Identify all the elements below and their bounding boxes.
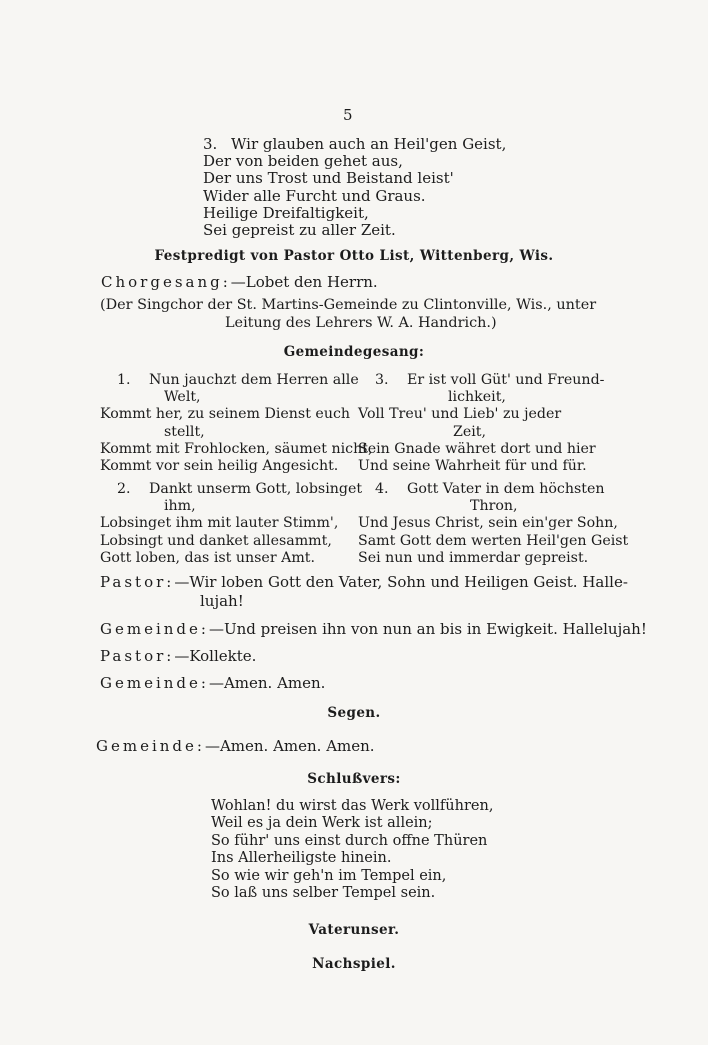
schlussvers-line: So führ' uns einst durch offne Thüren — [211, 832, 488, 849]
pastor-response-2 — [100, 647, 256, 665]
stanza-number: 1. — [117, 372, 131, 388]
stanza-line: Kommt vor sein heilig Angesicht. — [100, 458, 339, 475]
chorgesang-label: Chorgesang: — [101, 273, 231, 291]
schlussvers-line: So wie wir geh'n im Tempel ein, — [211, 867, 447, 884]
choir-note-line-1: (Der Singchor der St. Martins-Gemeinde zu Clintonville, Wis., unter — [100, 297, 597, 313]
schlussvers-heading: Schlußvers: — [307, 771, 401, 787]
gemeinde-response-2 — [100, 674, 325, 692]
schlussvers-line: Ins Allerheiligste hinein. — [211, 850, 392, 867]
stanza-line: Gott loben, das ist unser Amt. — [100, 549, 316, 566]
stanza-line: Zeit, — [453, 423, 487, 440]
pastor-response-1 — [100, 573, 628, 591]
pastor-label: Pastor: — [100, 573, 175, 591]
gemeinde-label: Gemeinde: — [96, 737, 205, 755]
stanza-number: 3. — [375, 372, 389, 388]
vaterunser-heading: Vaterunser. — [308, 922, 400, 938]
gemeinde-response-3 — [96, 737, 375, 755]
stanza-line: Er ist voll Güt' und Freund- — [407, 372, 605, 388]
stanza-line: Kommt mit Frohlocken, säumet nicht, — [100, 440, 373, 457]
hymn-stanza-4 — [358, 481, 628, 567]
hymn-stanza-1 — [100, 372, 372, 475]
stanza-line: Und seine Wahrheit für und für. — [358, 458, 587, 475]
stanza-line: Dankt unserm Gott, lobsinget — [149, 481, 363, 497]
stanza-line: Voll Treu' und Lieb' zu jeder — [358, 406, 562, 423]
gemeinde-text: —Amen. Amen. Amen. — [204, 737, 375, 755]
hymn-stanza-2 — [100, 481, 362, 567]
stanza-line: Samt Gott dem werten Heil'gen Geist — [358, 532, 629, 549]
verse-line: Der von beiden gehet aus, — [203, 152, 403, 171]
pastor-response-1-cont: lujah! — [200, 592, 244, 610]
page-number: 5 — [343, 106, 353, 124]
stanza-line: lichkeit, — [448, 389, 506, 406]
chorgesang-line — [101, 273, 378, 291]
sermon-heading: Festpredigt von Pastor Otto List, Wittenberg, Wis. — [154, 248, 554, 264]
stanza-line: Kommt her, zu seinem Dienst euch — [100, 406, 351, 423]
stanza-line: Thron, — [470, 498, 518, 515]
stanza-number: 2. — [117, 481, 131, 497]
verse-line: Sei gepreist zu aller Zeit. — [203, 221, 396, 240]
stanza-line: Sei nun und immerdar gepreist. — [358, 549, 589, 566]
gemeinde-text: —Amen. Amen. — [208, 674, 326, 692]
stanza-line: Gott Vater in dem höchsten — [407, 481, 605, 497]
chorgesang-text: —Lobet den Herrn. — [230, 273, 378, 291]
schlussvers-line: So laß uns selber Tempel sein. — [211, 885, 436, 902]
verse-line: Wir glauben auch an Heil'gen Geist, — [231, 135, 507, 153]
stanza-line: Und Jesus Christ, sein ein'ger Sohn, — [358, 515, 618, 532]
verse-number: 3. — [203, 135, 218, 153]
stanza-number: 4. — [375, 481, 389, 497]
schlussvers-line: Wohlan! du wirst das Werk vollführen, — [211, 798, 494, 814]
pastor-text: —Wir loben Gott den Vater, Sohn und Heiligen Geist. Halle- — [174, 573, 628, 591]
pastor-label: Pastor: — [100, 647, 175, 665]
verse-3 — [203, 136, 506, 239]
hymn-stanza-3 — [358, 372, 604, 475]
stanza-line: Welt, — [164, 389, 201, 406]
schlussvers — [211, 798, 493, 902]
verse-line: Heilige Dreifaltigkeit, — [203, 203, 369, 222]
segen-heading: Segen. — [327, 705, 381, 721]
schlussvers-line: Weil es ja dein Werk ist allein; — [211, 815, 433, 832]
gemeinde-text: —Und preisen ihn von nun an bis in Ewigkeit. Hallelujah! — [208, 620, 647, 638]
stanza-line: stellt, — [164, 423, 205, 440]
stanza-line: Sein Gnade währet dort und hier — [358, 440, 596, 457]
gemeinde-response-1 — [100, 620, 647, 638]
gemeindegesang-heading: Gemeindegesang: — [283, 344, 425, 360]
pastor-text: —Kollekte. — [174, 647, 257, 665]
gemeinde-label: Gemeinde: — [100, 674, 209, 692]
verse-line: Der uns Trost und Beistand leist' — [203, 169, 454, 188]
verse-line: Wider alle Furcht und Graus. — [203, 186, 426, 205]
stanza-line: Nun jauchzt dem Herren alle — [149, 372, 359, 388]
nachspiel-heading: Nachspiel. — [312, 956, 396, 972]
stanza-line: ihm, — [164, 498, 196, 515]
stanza-line: Lobsingt und danket allesammt, — [100, 532, 332, 549]
gemeinde-label: Gemeinde: — [100, 620, 209, 638]
stanza-line: Lobsinget ihm mit lauter Stimm', — [100, 515, 339, 532]
choir-note-line-2: Leitung des Lehrers W. A. Handrich.) — [225, 315, 497, 331]
